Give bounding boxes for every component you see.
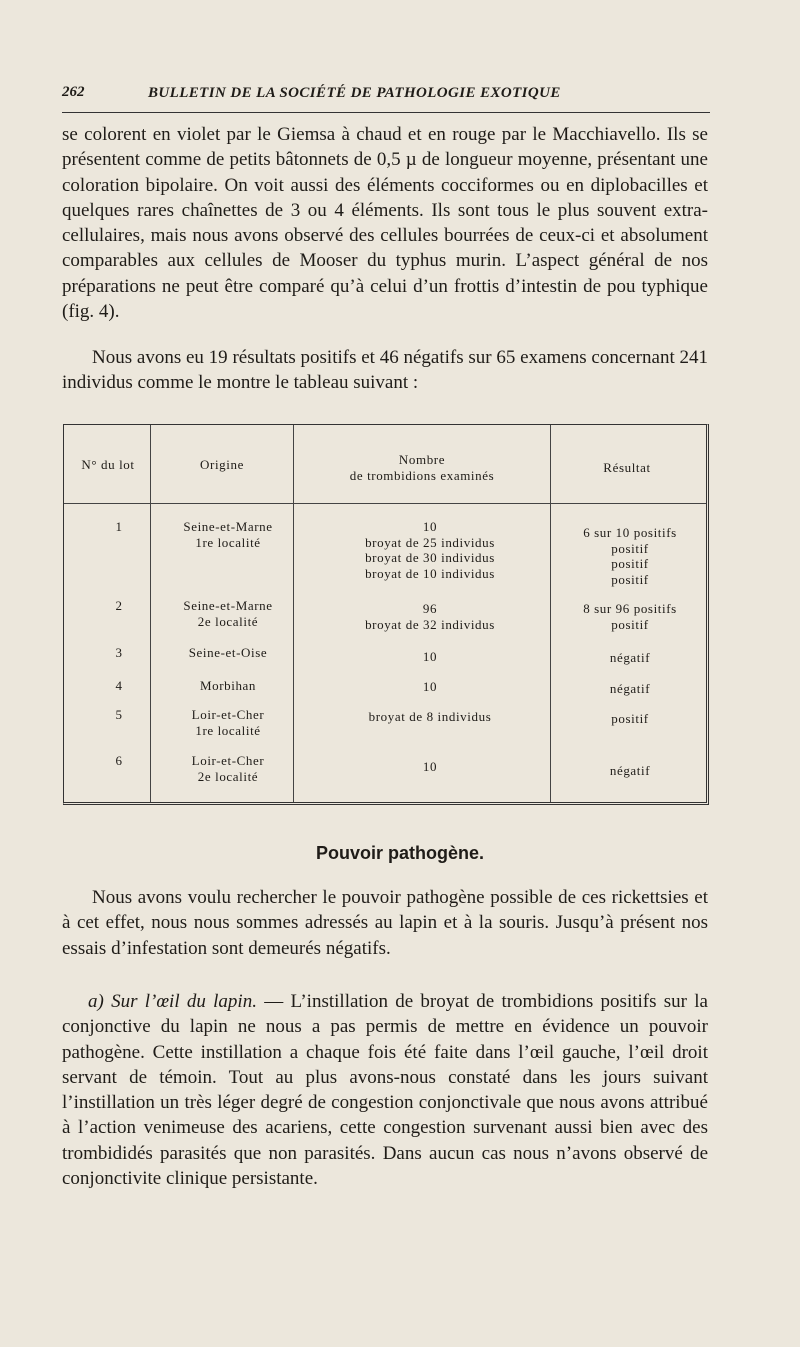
row2-nombre-line2: broyat de 32 individus xyxy=(365,616,495,632)
header-nombre-line1: Nombre xyxy=(398,452,446,467)
header-origine: Origine xyxy=(200,457,244,472)
row2-resultat-line2: positif xyxy=(611,616,649,632)
row3-lot: 3 xyxy=(115,645,123,660)
row6-resultat: négatif xyxy=(609,763,651,778)
running-title: BULLETIN DE LA SOCIÉTÉ DE PATHOLOGIE EXOTIQUE xyxy=(148,85,561,101)
header-lot: N° du lot xyxy=(81,457,135,472)
row2-lot: 2 xyxy=(115,598,123,613)
row5-nombre: broyat de 8 individus xyxy=(368,709,492,724)
row5-origine xyxy=(154,707,302,738)
row5-resultat: positif xyxy=(611,711,649,726)
page-header xyxy=(62,84,710,113)
row4-nombre: 10 xyxy=(422,679,438,694)
row1-origine-line2 xyxy=(154,535,302,551)
subsection-label: a) Sur l’œil du lapin. xyxy=(88,991,257,1012)
row2-nombre-line1: 96 xyxy=(422,601,438,616)
row4-origine: Morbihan xyxy=(199,678,257,693)
row1-resultat-line3: positif xyxy=(611,556,649,571)
row5-lot: 5 xyxy=(115,707,123,722)
paragraph-results-intro: Nous avons eu 19 résultats positifs et 46 négatifs sur 65 examens concernant 241 individus comme le montre le tableau suivant : xyxy=(62,347,708,394)
results-table xyxy=(63,424,709,805)
row3-origine: Seine-et-Oise xyxy=(188,645,268,660)
row1-origine xyxy=(154,519,302,550)
row1-nombre xyxy=(308,519,552,581)
row2-resultat-line1: 8 sur 96 positifs xyxy=(583,601,677,616)
table-column-rule xyxy=(150,425,151,802)
row1-origine-line1: Seine-et-Marne xyxy=(183,519,273,534)
row1-origine-line2-text: 1re localité xyxy=(195,534,261,550)
header-nombre-line2: de trombidions examinés xyxy=(349,468,495,483)
row3-nombre: 10 xyxy=(422,649,438,664)
row1-resultat-line4: positif xyxy=(611,571,649,587)
paragraph-staining: se colorent en violet par le Giemsa à chaud et en rouge par le Macchiavello. Ils se présentent comme de petits bâtonnets de 0,5 µ de longueur moyenne, présentant une coloration bipolaire. On voit aussi des éléments cocciformes ou en diplobacilles et quelques rares chaînettes de 3 ou 4 éléments. Ils sont tous le plus souvent extra-cellulaires, mais nous avons observé des cellules bourrées de ceux-ci et absolument comparables aux cellules de Mooser du typhus murin. L’aspect général de nos préparations ne peut être comparé qu’à celui d’un frottis d’intestin de pou typhique (fig. 4). xyxy=(62,124,708,323)
row5-origine-line1: Loir-et-Cher xyxy=(191,707,265,722)
row2-origine-line2: 2e localité xyxy=(197,613,259,629)
paragraph-rabbit-eye xyxy=(62,989,708,1191)
row6-nombre: 10 xyxy=(422,759,438,774)
row2-nombre xyxy=(308,601,552,632)
row1-nombre-line3: broyat de 30 individus xyxy=(365,550,495,565)
row1-resultat xyxy=(558,525,702,587)
section-title: Pouvoir pathogène. xyxy=(315,843,484,863)
table-header-rule xyxy=(64,503,706,504)
header-resultat: Résultat xyxy=(603,460,651,475)
row1-lot: 1 xyxy=(115,519,123,534)
row6-lot: 6 xyxy=(115,753,123,768)
row5-origine-line2: 1re localité xyxy=(195,722,261,738)
page-number: 262 xyxy=(62,84,85,100)
row6-origine xyxy=(154,753,302,784)
row3-resultat: négatif xyxy=(609,650,651,665)
row1-nombre-line4: broyat de 10 individus xyxy=(365,565,495,581)
row1-nombre-line1: 10 xyxy=(422,519,438,534)
paragraph-pathogen-intro: Nous avons voulu rechercher le pouvoir pathogène possible de ces rickettsies et à cet effet, nous nous sommes adressés au lapin et à la souris. Jusqu’à présent nos essais d’infestation sont demeurés négatifs. xyxy=(62,887,708,959)
paragraph-rabbit-eye-text: — L’instillation de broyat de trombidions positifs sur la conjonctive du lapin ne nous a pas permis de mettre en évidence un pouvoir pathogène. Cette instillation a chaque fois été faite dans l’œil gauche, l’œil droit servant de témoin. Tout au plus avons-nous constaté dans les jours suivant l’instillation un très léger degré de congestion conjonctivale que nous avons attribué à l’action venimeuse des acariens, cette congestion survenant aussi bien avec des trombididés parasités que non parasités. Dans aucun cas nous n’avons observé de conjonctivite clinique persistante. xyxy=(62,991,708,1190)
row1-nombre-line2: broyat de 25 individus xyxy=(365,534,495,550)
row1-resultat-line2: positif xyxy=(611,540,649,556)
row2-origine xyxy=(154,598,302,629)
row1-resultat-line1: 6 sur 10 positifs xyxy=(583,525,677,540)
row4-resultat: négatif xyxy=(609,681,651,696)
row6-origine-line2: 2e localité xyxy=(197,768,259,784)
row2-origine-line1: Seine-et-Marne xyxy=(183,598,273,613)
row4-lot: 4 xyxy=(115,678,123,693)
row6-origine-line1: Loir-et-Cher xyxy=(191,753,265,768)
row2-resultat xyxy=(558,601,702,632)
